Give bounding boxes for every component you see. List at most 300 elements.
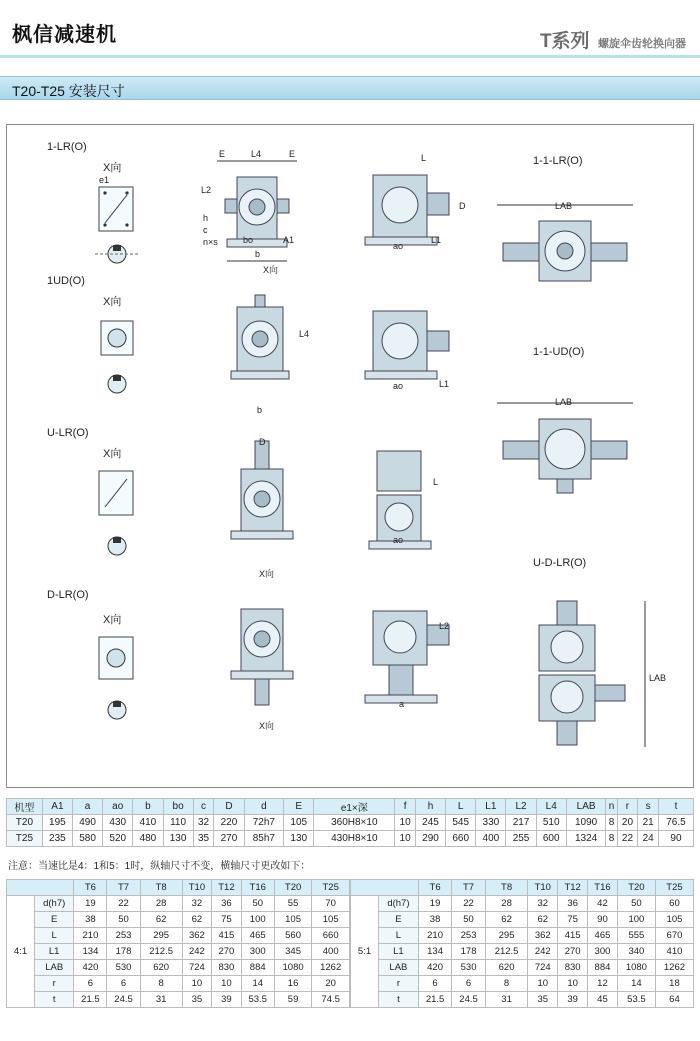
table-cell: 242 <box>528 944 558 960</box>
table-cell: 290 <box>415 831 445 847</box>
table-row <box>351 896 694 912</box>
table-cell: 35 <box>528 992 558 1008</box>
table-row <box>351 960 694 976</box>
table-cell: 55 <box>274 896 312 912</box>
ratio-note: 注意：当速比是4：1和5：1时，纵轴尺寸不变，横轴尺寸更改如下： <box>8 861 311 872</box>
table-cell: 105 <box>655 912 693 928</box>
table-cell: 253 <box>452 928 485 944</box>
column-header: T16 <box>241 880 274 896</box>
table-cell: 50 <box>452 912 485 928</box>
table-row <box>351 912 694 928</box>
table-row <box>7 976 350 992</box>
table-cell: 620 <box>485 960 528 976</box>
table-cell: 245 <box>415 815 445 831</box>
table-cell: 724 <box>528 960 558 976</box>
dim-L: L <box>433 477 439 487</box>
table-row <box>351 976 694 992</box>
table-cell: 19 <box>74 896 107 912</box>
table-cell: 660 <box>312 928 350 944</box>
column-header: d <box>244 799 284 815</box>
table-cell: 50 <box>241 896 274 912</box>
table-row <box>7 928 350 944</box>
column-header: D <box>214 799 244 815</box>
table-cell: 830 <box>558 960 588 976</box>
column-header: LAB <box>566 799 606 815</box>
dim-L1: L1 <box>431 235 442 245</box>
column-header: T12 <box>558 880 588 896</box>
page-header <box>0 0 700 58</box>
dim-E: E <box>289 149 296 159</box>
table-cell: 242 <box>182 944 212 960</box>
table-cell: 42 <box>588 896 618 912</box>
table-row <box>7 912 350 928</box>
table-row <box>351 928 694 944</box>
dim-ao: ao <box>393 381 404 391</box>
ratio-cell: 4:1 <box>7 896 35 1008</box>
table-cell: 10 <box>182 976 212 992</box>
table-cell: 270 <box>214 831 244 847</box>
table-cell: 212.5 <box>485 944 528 960</box>
table-cell: 12 <box>588 976 618 992</box>
table-cell: 1080 <box>274 960 312 976</box>
column-header: T7 <box>107 880 140 896</box>
table-cell: 31 <box>140 992 182 1008</box>
column-header: f <box>395 799 416 815</box>
series-name: T系列 <box>539 31 590 52</box>
x-dir-label: X向 <box>259 721 275 731</box>
table-cell: 8 <box>140 976 182 992</box>
table-cell: 50 <box>107 912 140 928</box>
installation-drawing <box>6 124 694 788</box>
table-cell: 884 <box>588 960 618 976</box>
column-header: e1×深 <box>314 799 395 815</box>
table-cell: 10 <box>528 976 558 992</box>
table-cell: 362 <box>528 928 558 944</box>
table-cell: 6 <box>74 976 107 992</box>
column-header: s <box>638 799 659 815</box>
table-cell: 105 <box>284 815 314 831</box>
table-row <box>351 992 694 1008</box>
table-cell: 295 <box>140 928 182 944</box>
side-view-2 <box>363 301 473 393</box>
column-header: r <box>617 799 638 815</box>
row-label: L <box>379 928 419 944</box>
table-cell: 19 <box>418 896 451 912</box>
table-cell: 24.5 <box>107 992 140 1008</box>
table-cell: 6 <box>452 976 485 992</box>
row-label: L1 <box>35 944 74 960</box>
x-dir-label: X向 <box>263 265 279 275</box>
table-cell: 1324 <box>566 831 606 847</box>
table-cell: 134 <box>418 944 451 960</box>
table-cell: 340 <box>617 944 655 960</box>
dim-a: a <box>399 699 405 709</box>
dim-D: D <box>459 201 466 211</box>
table-cell: 270 <box>558 944 588 960</box>
table-cell: 670 <box>655 928 693 944</box>
table-cell: 884 <box>241 960 274 976</box>
dim-L4: L4 <box>251 149 262 159</box>
table-row <box>7 960 350 976</box>
table-cell: 14 <box>241 976 274 992</box>
table-cell: 32 <box>528 896 558 912</box>
table-cell: 620 <box>140 960 182 976</box>
table-cell: 21.5 <box>74 992 107 1008</box>
table-cell: 555 <box>617 928 655 944</box>
key-section-3 <box>95 533 139 559</box>
front-view-ulr <box>217 437 307 557</box>
table-cell: 300 <box>588 944 618 960</box>
table-cell: 400 <box>312 944 350 960</box>
table-cell: 410 <box>133 815 163 831</box>
ratio-cell: 5:1 <box>351 896 379 1008</box>
table-cell: 18 <box>655 976 693 992</box>
table-cell: 90 <box>588 912 618 928</box>
row-label: LAB <box>379 960 419 976</box>
combo-label-udlr: U-D-LR(O) <box>533 557 587 569</box>
table-cell: 8 <box>606 831 617 847</box>
table-cell: 24 <box>638 831 659 847</box>
table-cell: 530 <box>107 960 140 976</box>
table-cell: 415 <box>212 928 242 944</box>
x-view-plate-3 <box>97 469 137 519</box>
dim-L2: L2 <box>439 621 450 631</box>
column-header: c <box>193 799 214 815</box>
table-cell: 300 <box>241 944 274 960</box>
table-cell: 32 <box>193 815 214 831</box>
dim-A1: A1 <box>283 235 295 245</box>
row-label: d(h7) <box>379 896 419 912</box>
x-dir-label: X向 <box>103 448 122 460</box>
column-header: bo <box>163 799 193 815</box>
table-cell: 410 <box>655 944 693 960</box>
table-cell: 420 <box>418 960 451 976</box>
table-cell: 545 <box>446 815 476 831</box>
dim-L1: L1 <box>439 379 450 389</box>
dim-LAB: LAB <box>555 397 573 407</box>
table-cell: 62 <box>140 912 182 928</box>
table-cell: 105 <box>274 912 312 928</box>
key-section-2 <box>95 371 139 397</box>
table-cell: 21 <box>638 815 659 831</box>
column-header: h <box>415 799 445 815</box>
column-header: T8 <box>140 880 182 896</box>
row-label: t <box>379 992 419 1008</box>
column-header: T6 <box>74 880 107 896</box>
dim-L: L <box>421 153 427 163</box>
table-row <box>7 831 694 847</box>
table-cell: 10 <box>212 976 242 992</box>
table-cell: 45 <box>588 992 618 1008</box>
table-cell: 134 <box>74 944 107 960</box>
ratio-header-blank <box>7 880 74 896</box>
column-header: T16 <box>588 880 618 896</box>
table-cell: 76.5 <box>658 815 693 831</box>
table-cell: 31 <box>485 992 528 1008</box>
x-view-plate-4 <box>97 635 137 683</box>
dim-bo: bo <box>243 235 254 245</box>
row-label: L1 <box>379 944 419 960</box>
ratio-table-header <box>351 880 694 896</box>
table-cell: 72h7 <box>244 815 284 831</box>
section-title: T20-T25 安装尺寸 <box>12 83 125 99</box>
type-label-1lr: 1-LR(O) <box>47 141 87 153</box>
table-cell: 85h7 <box>244 831 284 847</box>
table-cell: 38 <box>74 912 107 928</box>
table-cell: 24.5 <box>452 992 485 1008</box>
table-cell: 100 <box>241 912 274 928</box>
table-cell: 6 <box>418 976 451 992</box>
table-row <box>7 944 350 960</box>
column-header: T12 <box>212 880 242 896</box>
table-cell: 660 <box>446 831 476 847</box>
table-cell: 220 <box>214 815 244 831</box>
brand-title: 枫信减速机 <box>12 24 117 46</box>
front-view-1ud <box>219 293 303 389</box>
dim-b: b <box>255 249 261 259</box>
column-header: T20 <box>617 880 655 896</box>
table-cell: 830 <box>212 960 242 976</box>
table-cell: 295 <box>485 928 528 944</box>
table-cell: 20 <box>312 976 350 992</box>
table-cell: 62 <box>485 912 528 928</box>
column-header: T25 <box>655 880 693 896</box>
table-cell: 35 <box>182 992 212 1008</box>
table-cell: 130 <box>163 831 193 847</box>
dim-D: D <box>259 437 266 447</box>
table-cell: 1262 <box>312 960 350 976</box>
table-cell: 217 <box>506 815 536 831</box>
ratio-table-header <box>7 880 350 896</box>
combo-label-11ud: 1-1-UD(O) <box>533 346 585 358</box>
x-view-plate-1 <box>97 185 137 235</box>
x-dir-label: X向 <box>103 162 122 174</box>
column-header: T7 <box>452 880 485 896</box>
table-cell: 253 <box>107 928 140 944</box>
type-label-ulr: U-LR(O) <box>47 427 89 439</box>
column-header: b <box>133 799 163 815</box>
side-view-1 <box>363 165 473 261</box>
table-cell: 130 <box>284 831 314 847</box>
model-cell: T20 <box>7 815 43 831</box>
column-header: L2 <box>506 799 536 815</box>
column-header: L4 <box>536 799 566 815</box>
combo-label-11lr: 1-1-LR(O) <box>533 155 583 167</box>
table-cell: 235 <box>42 831 72 847</box>
table-cell: 195 <box>42 815 72 831</box>
table-row <box>351 944 694 960</box>
column-header: T10 <box>182 880 212 896</box>
section-bar <box>0 76 700 100</box>
table-header-row <box>7 799 694 815</box>
table-cell: 10 <box>395 815 416 831</box>
table-cell: 50 <box>617 896 655 912</box>
column-header: L1 <box>476 799 506 815</box>
dim-E: E <box>219 149 226 159</box>
table-cell: 360H8×10 <box>314 815 395 831</box>
ratio-table-4-1 <box>6 879 350 1008</box>
table-cell: 420 <box>74 960 107 976</box>
table-cell: 21.5 <box>418 992 451 1008</box>
e1-label: e1 <box>99 175 110 185</box>
row-label: LAB <box>35 960 74 976</box>
dim-nxs: n×s <box>203 237 218 247</box>
table-body <box>7 815 694 847</box>
header-divider <box>0 55 700 58</box>
table-cell: 480 <box>133 831 163 847</box>
table-cell: 255 <box>506 831 536 847</box>
table-cell: 430H8×10 <box>314 831 395 847</box>
row-label: r <box>379 976 419 992</box>
column-header: ao <box>103 799 133 815</box>
x-dir-label: X向 <box>103 296 122 308</box>
table-cell: 28 <box>485 896 528 912</box>
table-cell: 10 <box>558 976 588 992</box>
table-cell: 64 <box>655 992 693 1008</box>
table-cell: 1090 <box>566 815 606 831</box>
table-cell: 560 <box>274 928 312 944</box>
table-row <box>7 815 694 831</box>
dim-LAB: LAB <box>555 201 573 211</box>
table-cell: 22 <box>107 896 140 912</box>
table-cell: 415 <box>558 928 588 944</box>
column-header: T20 <box>274 880 312 896</box>
x-view-plate-2 <box>99 319 137 359</box>
table-cell: 430 <box>103 815 133 831</box>
row-label: d(h7) <box>35 896 74 912</box>
side-view-4 <box>363 605 473 715</box>
table-cell: 53.5 <box>241 992 274 1008</box>
dim-L2: L2 <box>201 185 212 195</box>
table-cell: 16 <box>274 976 312 992</box>
table-cell: 36 <box>212 896 242 912</box>
column-header: T10 <box>528 880 558 896</box>
ratio-table-5-1 <box>350 879 694 1008</box>
table-row <box>7 992 350 1008</box>
table-cell: 60 <box>655 896 693 912</box>
type-label-1ud: 1UD(O) <box>47 275 85 287</box>
table-cell: 22 <box>617 831 638 847</box>
series-subtitle: 螺旋伞齿轮换向器 <box>598 38 686 50</box>
x-dir-label: X向 <box>103 614 122 626</box>
ratio-header-blank <box>351 880 419 896</box>
x-dir-label: X向 <box>259 569 275 579</box>
table-cell: 90 <box>658 831 693 847</box>
table-cell: 38 <box>418 912 451 928</box>
table-cell: 100 <box>617 912 655 928</box>
table-cell: 39 <box>558 992 588 1008</box>
combo-view-11ud <box>493 393 637 497</box>
table-cell: 510 <box>536 815 566 831</box>
dim-ao: ao <box>393 241 404 251</box>
table-cell: 8 <box>485 976 528 992</box>
table-cell: 62 <box>182 912 212 928</box>
table-cell: 490 <box>72 815 102 831</box>
series-title <box>540 26 686 53</box>
row-label: t <box>35 992 74 1008</box>
column-header: T6 <box>418 880 451 896</box>
table-cell: 8 <box>606 815 617 831</box>
front-view-dlr <box>217 603 307 713</box>
table-cell: 210 <box>418 928 451 944</box>
table-cell: 36 <box>558 896 588 912</box>
table-cell: 39 <box>212 992 242 1008</box>
table-cell: 105 <box>312 912 350 928</box>
table-cell: 1080 <box>617 960 655 976</box>
ratio-table-body <box>7 896 350 1008</box>
table-cell: 400 <box>476 831 506 847</box>
dimension-table <box>6 798 694 847</box>
side-view-3 <box>367 445 457 555</box>
table-cell: 75 <box>212 912 242 928</box>
column-header: 机型 <box>7 799 43 815</box>
table-cell: 22 <box>452 896 485 912</box>
table-cell: 580 <box>72 831 102 847</box>
dim-L4: L4 <box>299 329 310 339</box>
type-label-dlr: D-LR(O) <box>47 589 89 601</box>
table-cell: 724 <box>182 960 212 976</box>
table-cell: 465 <box>241 928 274 944</box>
table-cell: 35 <box>193 831 214 847</box>
dim-b: b <box>257 405 263 415</box>
dim-h: h <box>203 213 209 223</box>
table-cell: 600 <box>536 831 566 847</box>
column-header: n <box>606 799 617 815</box>
ratio-table-body <box>351 896 694 1008</box>
table-cell: 53.5 <box>617 992 655 1008</box>
key-section-4 <box>95 697 139 723</box>
table-cell: 270 <box>212 944 242 960</box>
column-header: A1 <box>42 799 72 815</box>
table-cell: 70 <box>312 896 350 912</box>
table-cell: 520 <box>103 831 133 847</box>
dim-LAB: LAB <box>649 673 667 683</box>
table-cell: 178 <box>107 944 140 960</box>
table-cell: 465 <box>588 928 618 944</box>
table-cell: 110 <box>163 815 193 831</box>
table-cell: 74.5 <box>312 992 350 1008</box>
model-cell: T25 <box>7 831 43 847</box>
dim-ao: ao <box>393 535 404 545</box>
column-header: t <box>658 799 693 815</box>
table-cell: 1262 <box>655 960 693 976</box>
table-cell: 212.5 <box>140 944 182 960</box>
table-cell: 20 <box>617 815 638 831</box>
column-header: T25 <box>312 880 350 896</box>
dim-c: c <box>203 225 208 235</box>
table-cell: 62 <box>528 912 558 928</box>
column-header: a <box>72 799 102 815</box>
table-cell: 10 <box>395 831 416 847</box>
table-cell: 530 <box>452 960 485 976</box>
table-cell: 330 <box>476 815 506 831</box>
table-cell: 75 <box>558 912 588 928</box>
table-cell: 28 <box>140 896 182 912</box>
table-cell: 6 <box>107 976 140 992</box>
key-section-1 <box>95 241 139 267</box>
table-cell: 59 <box>274 992 312 1008</box>
column-header: L <box>446 799 476 815</box>
table-row <box>7 896 350 912</box>
table-cell: 362 <box>182 928 212 944</box>
row-label: r <box>35 976 74 992</box>
combo-view-udlr <box>517 597 657 757</box>
column-header: T8 <box>485 880 528 896</box>
table-cell: 32 <box>182 896 212 912</box>
column-header: E <box>284 799 314 815</box>
table-cell: 345 <box>274 944 312 960</box>
row-label: E <box>379 912 419 928</box>
